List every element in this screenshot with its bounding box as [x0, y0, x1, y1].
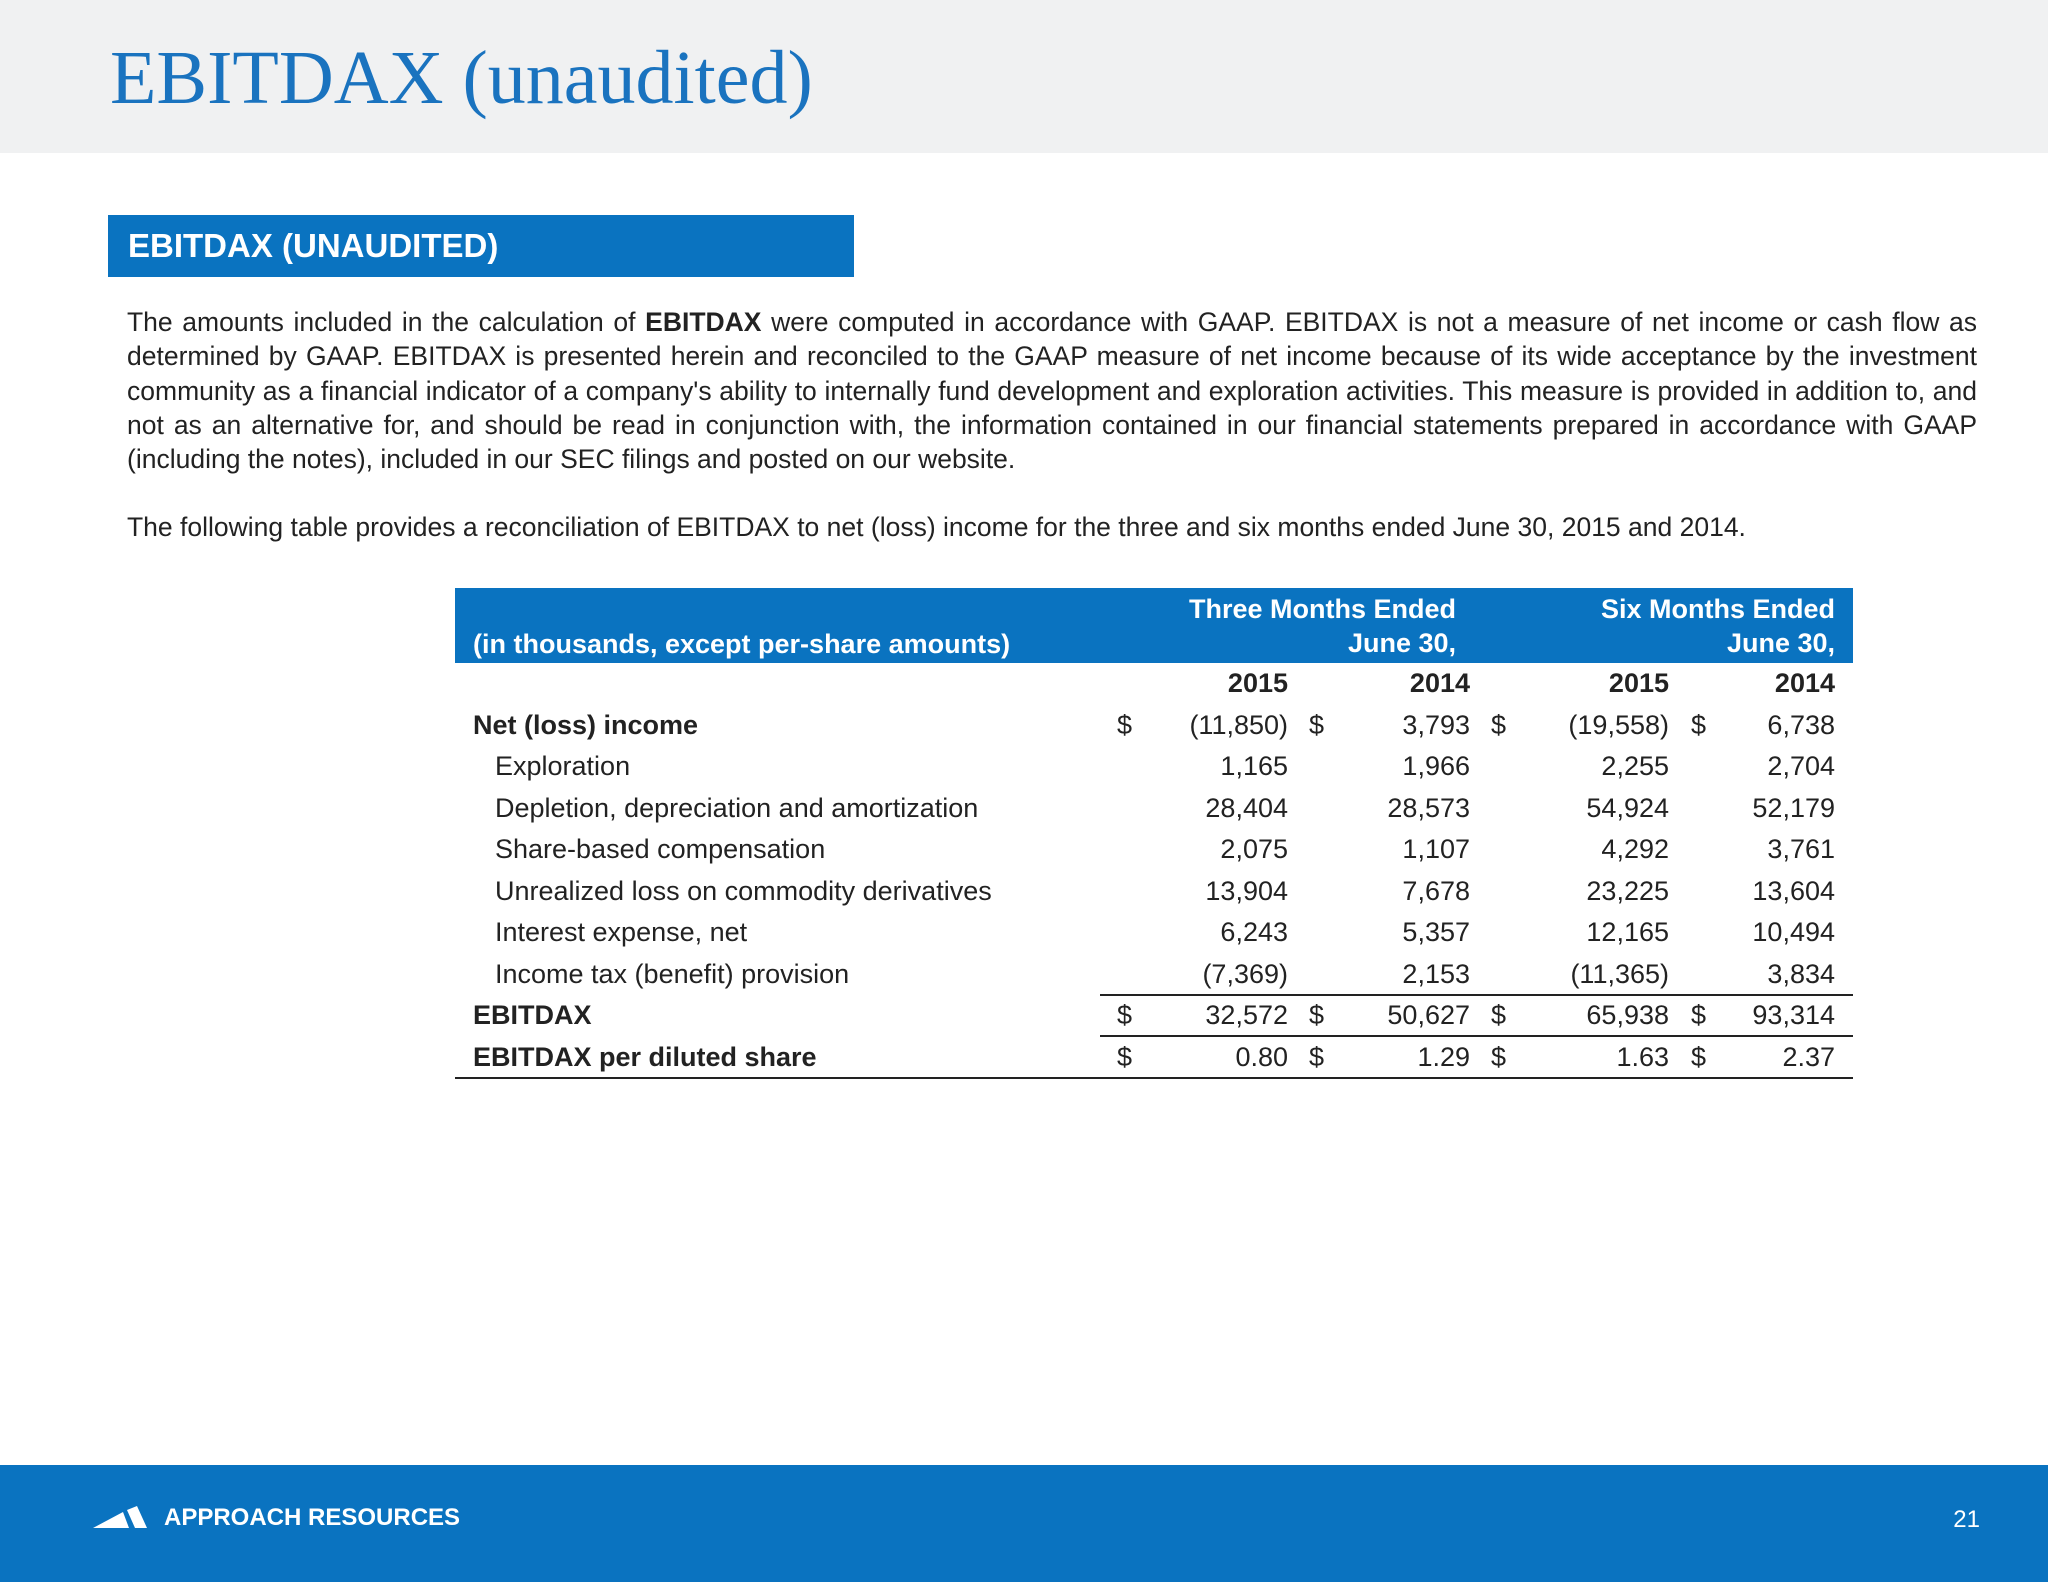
row-label: Share-based compensation: [495, 834, 826, 864]
currency-symbol: $: [1309, 1041, 1325, 1072]
cell-value: (19,558): [1568, 709, 1669, 740]
currency-symbol: $: [1491, 1041, 1507, 1072]
table-row: [455, 705, 1853, 747]
currency-symbol: $: [1691, 709, 1707, 740]
table-header: [455, 588, 1853, 663]
currency-symbol: $: [1309, 709, 1325, 740]
year-header: 2014: [1409, 668, 1470, 698]
table-row: [455, 995, 1853, 1037]
cell-value: (11,850): [1189, 709, 1288, 740]
cell-value: 0.80: [1235, 1041, 1288, 1072]
row-label: Depletion, depreciation and amortization: [495, 792, 979, 823]
intro-paragraph: [127, 305, 1977, 476]
cell-value: 1.29: [1417, 1041, 1470, 1072]
cell-value: 32,572: [1205, 1000, 1288, 1030]
cell-value: 3,761: [1767, 834, 1835, 864]
cell-value: 52,179: [1752, 792, 1835, 823]
footer: [0, 1465, 2048, 1582]
cell-value: 28,404: [1205, 792, 1288, 823]
page-title: EBITDAX (unaudited): [110, 36, 813, 120]
cell-value: 28,573: [1387, 792, 1470, 823]
six-months-header-line1: Six Months Ended: [1600, 594, 1835, 624]
cell-value: 93,314: [1752, 1000, 1835, 1030]
table-row: [455, 912, 1853, 954]
three-months-header: [1189, 592, 1456, 660]
cell-value: 12,165: [1586, 917, 1669, 947]
units-label: (in thousands, except per-share amounts): [473, 629, 1011, 659]
row-label: EBITDAX: [473, 1000, 592, 1030]
cell-value: 5,357: [1402, 917, 1470, 947]
year-header: 2015: [1227, 668, 1288, 698]
table-row: [455, 788, 1853, 830]
currency-symbol: $: [1691, 1041, 1707, 1072]
cell-value: 13,604: [1752, 875, 1835, 906]
section-heading: EBITDAX (UNAUDITED): [128, 227, 499, 264]
cell-value: 50,627: [1387, 1000, 1470, 1030]
cell-value: 6,738: [1767, 709, 1835, 740]
table-row: [455, 954, 1853, 996]
cell-value: 54,924: [1586, 792, 1669, 823]
table-intro-paragraph: The following table provides a reconciliation of EBITDAX to net (loss) income for the three and six months ended June 30, 2015 and 2014.: [127, 512, 1746, 542]
cell-value: 1,165: [1220, 751, 1288, 781]
section-bar: [108, 215, 854, 277]
six-months-header: [1601, 592, 1835, 660]
row-label: EBITDAX per diluted share: [473, 1041, 817, 1072]
table-row: [455, 871, 1853, 913]
cell-value: 3,834: [1767, 958, 1835, 989]
currency-symbol: $: [1117, 1000, 1133, 1030]
cell-value: 1,107: [1402, 834, 1470, 864]
currency-symbol: $: [1691, 1000, 1707, 1030]
cell-value: 6,243: [1220, 917, 1288, 947]
three-months-header-line2: June 30,: [1347, 628, 1456, 658]
intro-text-bold: EBITDAX: [645, 307, 762, 337]
cell-value: 1,966: [1402, 751, 1470, 781]
cell-value: (7,369): [1202, 958, 1288, 989]
cell-value: 4,292: [1601, 834, 1669, 864]
cell-value: 1.63: [1616, 1041, 1669, 1072]
row-label: Exploration: [495, 751, 631, 781]
table-row: [455, 829, 1853, 871]
cell-value: 2,075: [1220, 834, 1288, 864]
company-name: APPROACH RESOURCES: [164, 1504, 461, 1531]
cell-value: 7,678: [1402, 875, 1470, 906]
year-header-row: [455, 663, 1853, 705]
page-number: 21: [1953, 1506, 1980, 1533]
six-months-header-line2: June 30,: [1726, 628, 1835, 658]
cell-value: 3,793: [1402, 709, 1470, 740]
cell-value: 2,255: [1601, 751, 1669, 781]
currency-symbol: $: [1117, 709, 1133, 740]
cell-value: 23,225: [1586, 875, 1669, 906]
row-label: Interest expense, net: [495, 917, 748, 947]
row-label: Unrealized loss on commodity derivatives: [495, 875, 992, 906]
row-label: Income tax (benefit) provision: [495, 958, 850, 989]
year-header: 2014: [1774, 668, 1835, 698]
cell-value: 2,704: [1767, 751, 1835, 781]
table-row: [455, 1037, 1853, 1079]
three-months-header-line1: Three Months Ended: [1188, 594, 1456, 624]
intro-text-start: The amounts included in the calculation of: [127, 307, 646, 337]
currency-symbol: $: [1117, 1041, 1133, 1072]
cell-value: 2.37: [1782, 1041, 1835, 1072]
cell-value: 65,938: [1586, 1000, 1669, 1030]
currency-symbol: $: [1491, 1000, 1507, 1030]
cell-value: 2,153: [1402, 958, 1470, 989]
reconciliation-table: [455, 588, 1853, 1078]
cell-value: 13,904: [1205, 875, 1288, 906]
year-header: 2015: [1608, 668, 1669, 698]
currency-symbol: $: [1309, 1000, 1325, 1030]
intro-text-rest: were computed in accordance with GAAP. EBITDAX is not a measure of net income or cash flow as determined by GAAP. EBITDAX is presented herein and reconciled to the GAAP measure of net income because of its wide acceptance by the investment community as a financial indicator of a company's ability to internally fund development and exploration activities. This measure is provided in addition to, and not as an alternative for, and should be read in conjunction with, the information contained in our financial statements prepared in accordance with GAAP (including the notes), included in our SEC filings and posted on our website.: [127, 307, 1977, 475]
title-band: [0, 0, 2048, 153]
cell-value: 10,494: [1752, 917, 1835, 947]
table-bottom-rule: [455, 1077, 1853, 1079]
table-row: [455, 746, 1853, 788]
approach-resources-logo-icon: [93, 1506, 149, 1528]
row-label: Net (loss) income: [473, 709, 699, 740]
cell-value: (11,365): [1570, 958, 1669, 989]
currency-symbol: $: [1491, 709, 1507, 740]
